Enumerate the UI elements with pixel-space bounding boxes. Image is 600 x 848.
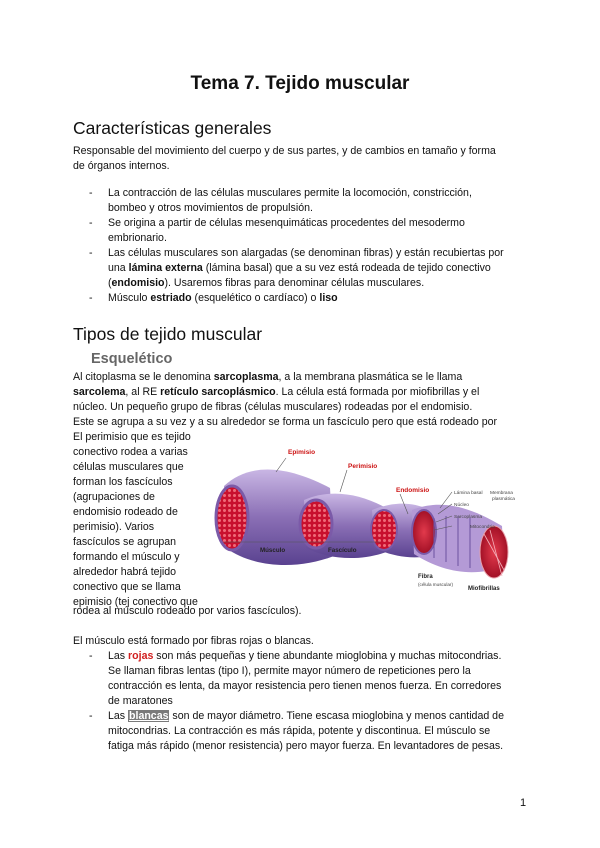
text-run: , a la membrana plasmática se le llama — [278, 371, 463, 383]
wrapped-paragraph-end: rodea al músculo rodeado por varios fascículos). — [73, 605, 302, 617]
label-membrana: Membrana — [490, 491, 513, 496]
term-endomisio: endomisio — [111, 277, 165, 289]
text-line: mitocondrias. La contracción es más rápida, potente y discontinua. El músculo se — [108, 725, 491, 737]
label-fibra-sub: (célula muscular) — [418, 582, 453, 587]
text-line: Se origina a partir de células mesenquimáticas procedentes del mesodermo — [108, 217, 465, 229]
label-sarcoplasma: Sarcoplasma — [454, 515, 482, 520]
text-run: Al citoplasma se le denomina — [73, 371, 214, 383]
text-run: Músculo — [108, 292, 151, 304]
intro-line-2: de órganos internos. — [73, 160, 170, 172]
bullet-marker: - — [89, 247, 93, 259]
text-line: Se llaman fibras lentas (tipo I), permite mayor número de repeticiones pero la — [108, 665, 471, 677]
text-run: , al RE — [125, 386, 161, 398]
bullet-marker: - — [89, 710, 93, 722]
label-musculo: Músculo — [260, 547, 286, 554]
text-run: (lámina basal) que a su vez está rodeada de tejido conectivo — [202, 262, 491, 274]
text-line: formando el músculo y — [73, 551, 180, 563]
text-line: El perimisio que es tejido — [73, 431, 191, 443]
intro-paragraph — [73, 144, 528, 174]
label-nucleo: Núcleo — [454, 503, 469, 508]
fascicle-segment-face — [371, 510, 397, 550]
leader-line — [340, 470, 347, 492]
bullet-marker: - — [89, 292, 93, 304]
text-line: endomisio rodeado de — [73, 506, 178, 518]
label-endomisio: Endomisio — [396, 487, 430, 494]
text-line: conectivo que se llama — [73, 581, 181, 593]
subheading-esqueletico: Esquelético — [91, 351, 173, 367]
text-line: células musculares que — [73, 461, 184, 473]
list-item-blancas — [73, 709, 528, 754]
text-run: . La célula está formada por miofibrillas y el — [275, 386, 480, 398]
page-title: Tema 7. Tejido muscular — [190, 73, 410, 94]
text-line: bombeo y otros movimientos de propulsión. — [108, 202, 313, 214]
text-run: Las — [108, 650, 129, 662]
wrapped-paragraph — [73, 430, 213, 610]
term-liso: liso — [319, 292, 338, 304]
text-line: forman los fascículos — [73, 476, 173, 488]
term-blancas: blancas — [129, 710, 169, 722]
term-estriado: estriado — [150, 292, 192, 304]
text-line: perimisio). Varios — [73, 521, 155, 533]
muscle-cross-section — [216, 486, 248, 550]
label-plasmatica: plasmática — [492, 497, 515, 502]
text-run: (esquelético o cardíaco) o — [191, 292, 320, 304]
fiber-cross-section — [412, 510, 436, 554]
characteristics-list — [73, 186, 528, 306]
label-epimisio: Epimisio — [288, 449, 316, 456]
intro-line-1: Responsable del movimiento del cuerpo y de sus partes, y de cambios en tamaño y forma — [73, 145, 496, 157]
text-line: contracción es lenta, da mayor resistencia pero tienen menos fuerza. En corredores — [108, 680, 502, 692]
text-line: La contracción de las células musculares permite la locomoción, constricción, — [108, 187, 472, 199]
text-run: son más pequeñas y tiene abundante mioglobina y muchas mitocondrias. — [153, 650, 502, 662]
label-fibra: Fibra — [418, 574, 433, 580]
text-line: Este se agrupa a su vez y a su alrededor se forma un fascículo pero que está rodeado por — [73, 416, 498, 428]
label-lamina-basal: Lámina basal — [454, 491, 483, 496]
text-line: fatiga más rápido (menor resistencia) pero mayor fuerza. En levantadores de pesas. — [108, 740, 504, 752]
text-line: fascículos se agrupan — [73, 536, 177, 548]
term-sarcoplasma: sarcoplasma — [213, 371, 279, 383]
text-line: alrededor habrá tejido — [73, 566, 177, 578]
text-run: Las — [108, 710, 129, 722]
text-line: de maratones — [108, 695, 173, 707]
fascicle-cross-section — [300, 500, 332, 548]
list-item — [73, 216, 528, 246]
list-item — [73, 291, 528, 306]
text-line: conectivo rodea a varias — [73, 446, 188, 458]
text-run: ). Usaremos fibras para denominar células musculares. — [164, 277, 425, 289]
text-line: (agrupaciones de — [73, 491, 155, 503]
bullet-marker: - — [89, 650, 93, 662]
term-rojas: rojas — [128, 650, 154, 662]
page-number: 1 — [520, 797, 527, 809]
label-perimisio: Perimisio — [348, 463, 378, 470]
list-item-rojas — [73, 649, 528, 709]
muscle-structure-figure — [212, 438, 530, 600]
text-run: una — [108, 262, 129, 274]
bullet-marker: - — [89, 217, 93, 229]
list-item — [73, 186, 528, 216]
text-line: epimisio (tej conectivo que — [73, 596, 198, 608]
paragraph-citoplasma — [73, 370, 528, 430]
label-mitocondria: Mitocondria — [470, 525, 495, 530]
text-line: núcleo. Un pequeño grupo de fibras (células musculares) rodeadas por el endomisio. — [73, 401, 473, 413]
term-sarcolema: sarcolema — [73, 386, 126, 398]
heading-caracteristicas: Características generales — [73, 118, 272, 138]
text-line: embrionario. — [108, 232, 167, 244]
label-miofibrillas: Miofibrillas — [468, 586, 500, 592]
text-line: Las células musculares son alargadas (se denominan fibras) y están recubiertas por — [108, 247, 504, 259]
bullet-marker: - — [89, 187, 93, 199]
heading-tipos: Tipos de tejido muscular — [73, 324, 263, 344]
term-reticulo: retículo sarcoplásmico — [160, 386, 276, 398]
paragraph-fibras: El músculo está formado por fibras rojas o blancas. — [73, 635, 314, 647]
label-fasciculo: Fascículo — [328, 547, 357, 554]
term-lamina-externa: lámina externa — [128, 262, 203, 274]
text-run: son de mayor diámetro. Tiene escasa mioglobina y menos cantidad de — [169, 710, 504, 722]
leader-line — [276, 458, 286, 472]
fiber-types-list — [73, 649, 528, 754]
list-item — [73, 246, 528, 291]
text-run: ( — [108, 277, 112, 289]
